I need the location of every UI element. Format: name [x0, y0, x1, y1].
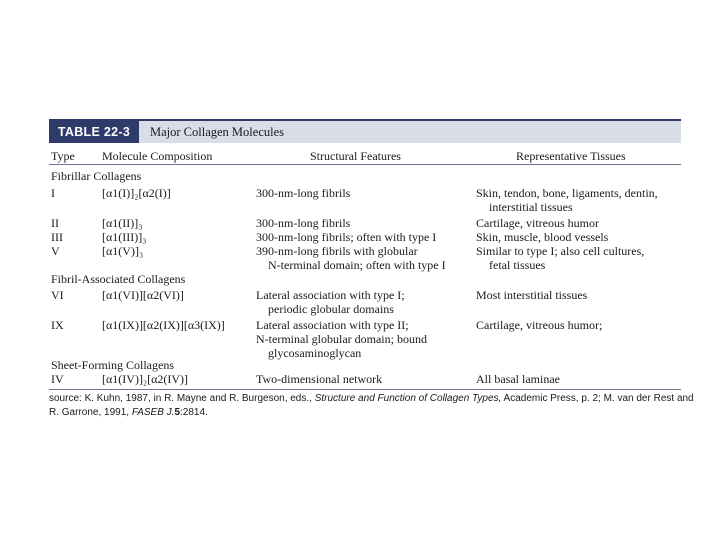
group-heading: Fibrillar Collagens — [51, 169, 142, 183]
cell-tissues: Most interstitial tissues — [476, 288, 588, 302]
source-book-title: Structure and Function of Collagen Types, — [314, 393, 502, 404]
cell-features: Two-dimensional network — [256, 372, 383, 386]
cell-features: 300-nm-long fibrils — [256, 186, 351, 200]
column-header-type: Type — [51, 149, 75, 163]
column-header-tissues: Representative Tissues — [516, 149, 626, 163]
cell-features: N-terminal domain; often with type I — [268, 258, 446, 272]
source-note — [49, 392, 699, 420]
column-header-composition: Molecule Composition — [102, 149, 213, 163]
cell-composition: [α1(I)]₂[α2(I)] — [102, 186, 171, 200]
cell-composition: [α1(V)]₃ — [102, 244, 144, 258]
cell-composition: [α1(VI)][α2(VI)] — [102, 288, 184, 302]
cell-features: 300-nm-long fibrils — [256, 216, 351, 230]
cell-tissues: fetal tissues — [489, 258, 546, 272]
cell-composition: [α1(II)]₃ — [102, 216, 143, 230]
cell-features: periodic globular domains — [268, 302, 394, 316]
cell-tissues: Skin, muscle, blood vessels — [476, 230, 609, 244]
table-bottom-rule — [49, 389, 681, 390]
table-header-bar — [49, 119, 681, 143]
cell-features: N-terminal globular domain; bound — [256, 332, 427, 346]
cell-type: II — [51, 216, 59, 230]
cell-type: V — [51, 244, 60, 258]
cell-features: 300-nm-long fibrils; often with type I — [256, 230, 437, 244]
table-title: Major Collagen Molecules — [150, 124, 284, 139]
cell-composition: [α1(III)]₃ — [102, 230, 147, 244]
column-headers — [49, 148, 681, 165]
group-heading: Fibril-Associated Collagens — [51, 272, 186, 286]
cell-tissues: Skin, tendon, bone, ligaments, dentin, — [476, 186, 658, 200]
cell-tissues: Cartilage, vitreous humor; — [476, 318, 603, 332]
table-label: TABLE 22-3 — [49, 121, 139, 143]
source-text: source: K. Kuhn, 1987, in R. Mayne and R. Burgeson, eds., — [49, 393, 315, 404]
cell-tissues: All basal laminae — [476, 372, 560, 386]
cell-tissues: interstitial tissues — [489, 200, 573, 214]
cell-type: I — [51, 186, 55, 200]
column-header-features: Structural Features — [310, 149, 401, 163]
source-text: :2814. — [180, 407, 208, 418]
cell-features: Lateral association with type II; — [256, 318, 409, 332]
source-journal: FASEB J. — [131, 407, 175, 418]
cell-tissues: Cartilage, vitreous humor — [476, 216, 599, 230]
cell-type: IV — [51, 372, 64, 386]
cell-features: 390-nm-long fibrils with globular — [256, 244, 418, 258]
cell-type: IX — [51, 318, 64, 332]
cell-type: III — [51, 230, 63, 244]
source-volume: 5 — [174, 407, 180, 418]
cell-features: glycosaminoglycan — [268, 346, 362, 360]
cell-features: Lateral association with type I; — [256, 288, 405, 302]
cell-composition: [α1(IX)][α2(IX)][α3(IX)] — [102, 318, 225, 332]
source-text: Academic Press, p. 2; M. van der Rest and R. Garrone, 1991, — [49, 393, 694, 418]
cell-tissues: Similar to type I; also cell cultures, — [476, 244, 645, 258]
cell-composition: [α1(IV)]₂[α2(IV)] — [102, 372, 189, 386]
group-heading: Sheet-Forming Collagens — [51, 358, 174, 372]
cell-type: VI — [51, 288, 64, 302]
